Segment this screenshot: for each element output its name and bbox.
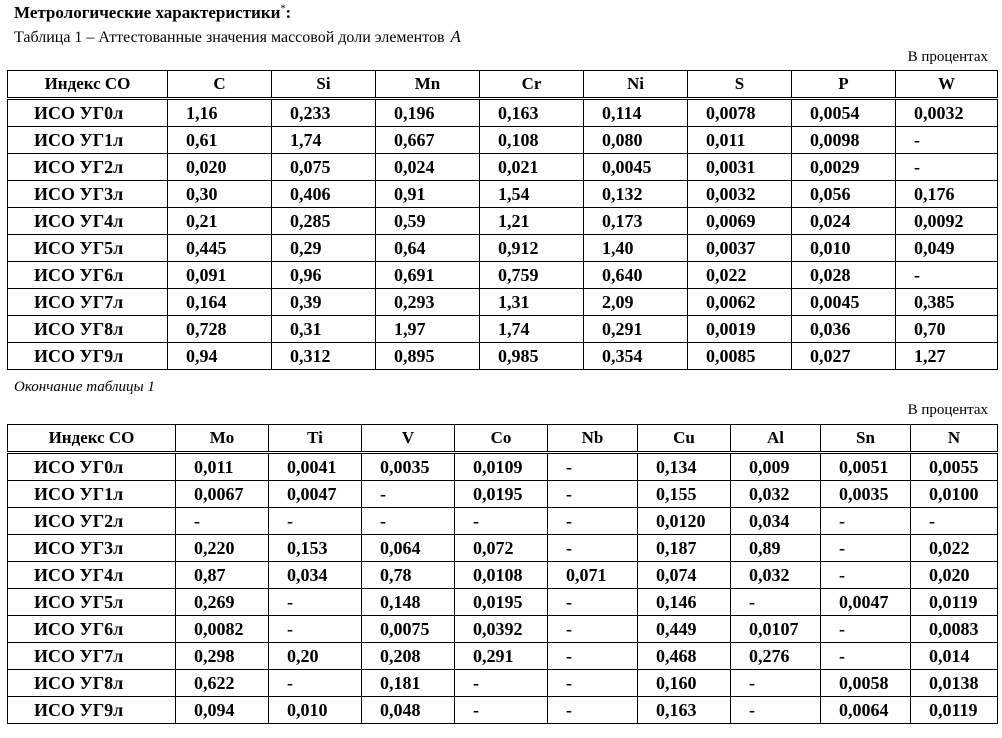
value-cell: 1,74 xyxy=(480,316,584,343)
sample-index-cell: ИСО УГ3л xyxy=(8,535,176,562)
value-cell: 0,728 xyxy=(168,316,272,343)
column-header-element: Cr xyxy=(480,71,584,99)
value-cell: 0,31 xyxy=(272,316,376,343)
value-cell: 0,468 xyxy=(638,643,731,670)
column-header-element: N xyxy=(911,425,998,453)
value-cell: 0,0032 xyxy=(688,181,792,208)
value-cell: 0,0031 xyxy=(688,154,792,181)
value-cell: 0,011 xyxy=(688,127,792,154)
value-cell: 0,176 xyxy=(896,181,998,208)
column-header-index: Индекс СО xyxy=(8,425,176,453)
value-cell: 0,691 xyxy=(376,262,480,289)
value-cell: 0,0035 xyxy=(821,481,911,508)
value-cell: 0,011 xyxy=(176,453,269,481)
value-cell: 0,146 xyxy=(638,589,731,616)
column-header-element: Mo xyxy=(176,425,269,453)
value-cell: 0,0119 xyxy=(911,589,998,616)
sample-index-cell: ИСО УГ1л xyxy=(8,481,176,508)
value-cell: 0,0062 xyxy=(688,289,792,316)
value-cell: - xyxy=(362,481,455,508)
sample-index-cell: ИСО УГ2л xyxy=(8,508,176,535)
value-cell: - xyxy=(548,670,638,697)
value-cell: 1,40 xyxy=(584,235,688,262)
value-cell: 0,640 xyxy=(584,262,688,289)
value-cell: - xyxy=(821,643,911,670)
value-cell: - xyxy=(731,670,821,697)
value-cell: - xyxy=(896,127,998,154)
table-row xyxy=(8,589,998,616)
table-row xyxy=(8,508,998,535)
value-cell: - xyxy=(731,589,821,616)
value-cell: 0,0392 xyxy=(455,616,548,643)
sample-index-cell: ИСО УГ8л xyxy=(8,316,168,343)
value-cell: 0,064 xyxy=(362,535,455,562)
value-cell: - xyxy=(455,697,548,724)
value-cell: - xyxy=(548,616,638,643)
column-header-element: Ni xyxy=(584,71,688,99)
value-cell: 0,0098 xyxy=(792,127,896,154)
value-cell: 0,0047 xyxy=(269,481,362,508)
value-cell: 0,021 xyxy=(480,154,584,181)
document-heading: Метрологические характеристики*: xyxy=(14,3,292,22)
value-cell: 0,075 xyxy=(272,154,376,181)
value-cell: 0,108 xyxy=(480,127,584,154)
value-cell: 0,759 xyxy=(480,262,584,289)
value-cell: 0,0051 xyxy=(821,453,911,481)
units-label-table-1: В процентах xyxy=(907,49,988,65)
value-cell: 0,034 xyxy=(269,562,362,589)
value-cell: - xyxy=(548,589,638,616)
value-cell: 0,21 xyxy=(168,208,272,235)
value-cell: 1,31 xyxy=(480,289,584,316)
table-row xyxy=(8,208,998,235)
value-cell: 0,70 xyxy=(896,316,998,343)
table-row xyxy=(8,99,998,127)
value-cell: 0,072 xyxy=(455,535,548,562)
value-cell: - xyxy=(269,616,362,643)
column-header-element: Al xyxy=(731,425,821,453)
value-cell: 0,181 xyxy=(362,670,455,697)
sample-index-cell: ИСО УГ6л xyxy=(8,616,176,643)
value-cell: - xyxy=(548,481,638,508)
table-row xyxy=(8,235,998,262)
value-cell: 0,094 xyxy=(176,697,269,724)
value-cell: - xyxy=(896,262,998,289)
value-cell: 0,78 xyxy=(362,562,455,589)
units-label-table-2: В процентах xyxy=(907,402,988,418)
value-cell: 0,0100 xyxy=(911,481,998,508)
value-cell: 0,298 xyxy=(176,643,269,670)
value-cell: 0,39 xyxy=(272,289,376,316)
sample-index-cell: ИСО УГ0л xyxy=(8,453,176,481)
value-cell: 0,0067 xyxy=(176,481,269,508)
value-cell: 0,30 xyxy=(168,181,272,208)
value-cell: 0,036 xyxy=(792,316,896,343)
value-cell: 0,622 xyxy=(176,670,269,697)
value-cell: 0,0054 xyxy=(792,99,896,127)
table-row xyxy=(8,127,998,154)
sample-index-cell: ИСО УГ0л xyxy=(8,99,168,127)
table-row xyxy=(8,316,998,343)
value-cell: 0,0108 xyxy=(455,562,548,589)
sample-index-cell: ИСО УГ9л xyxy=(8,697,176,724)
column-header-element: Cu xyxy=(638,425,731,453)
column-header-element: W xyxy=(896,71,998,99)
value-cell: 0,0029 xyxy=(792,154,896,181)
value-cell: 0,293 xyxy=(376,289,480,316)
value-cell: 0,912 xyxy=(480,235,584,262)
value-cell: 0,220 xyxy=(176,535,269,562)
value-cell: 0,049 xyxy=(896,235,998,262)
value-cell: 0,114 xyxy=(584,99,688,127)
caption-variable: A xyxy=(450,27,461,46)
value-cell: 0,024 xyxy=(376,154,480,181)
value-cell: 0,164 xyxy=(168,289,272,316)
value-cell: 0,160 xyxy=(638,670,731,697)
column-header-element: Si xyxy=(272,71,376,99)
value-cell: 0,0195 xyxy=(455,589,548,616)
value-cell: - xyxy=(548,697,638,724)
value-cell: 0,87 xyxy=(176,562,269,589)
mass-fraction-table-part-2 xyxy=(7,424,998,724)
value-cell: 0,985 xyxy=(480,343,584,370)
table-row xyxy=(8,289,998,316)
value-cell: 0,0037 xyxy=(688,235,792,262)
table-row xyxy=(8,154,998,181)
value-cell: 1,97 xyxy=(376,316,480,343)
value-cell: 0,056 xyxy=(792,181,896,208)
value-cell: 0,312 xyxy=(272,343,376,370)
value-cell: - xyxy=(269,508,362,535)
value-cell: 0,59 xyxy=(376,208,480,235)
value-cell: 0,009 xyxy=(731,453,821,481)
value-cell: 0,032 xyxy=(731,481,821,508)
value-cell: 0,449 xyxy=(638,616,731,643)
table-caption-text: Таблица 1 – Аттестованные значения массовой доли элементов xyxy=(14,29,445,46)
table-row xyxy=(8,262,998,289)
table-header-row xyxy=(8,71,998,99)
value-cell: 0,020 xyxy=(911,562,998,589)
sample-index-cell: ИСО УГ5л xyxy=(8,235,168,262)
value-cell: 0,134 xyxy=(638,453,731,481)
value-cell: 0,196 xyxy=(376,99,480,127)
value-cell: 0,024 xyxy=(792,208,896,235)
value-cell: 0,0107 xyxy=(731,616,821,643)
mass-fraction-table-part-1 xyxy=(7,70,998,370)
value-cell: 0,014 xyxy=(911,643,998,670)
value-cell: 0,0195 xyxy=(455,481,548,508)
value-cell: 0,94 xyxy=(168,343,272,370)
value-cell: 0,64 xyxy=(376,235,480,262)
table-row xyxy=(8,181,998,208)
value-cell: - xyxy=(911,508,998,535)
value-cell: 1,16 xyxy=(168,99,272,127)
value-cell: 0,20 xyxy=(269,643,362,670)
value-cell: 0,406 xyxy=(272,181,376,208)
value-cell: 0,0055 xyxy=(911,453,998,481)
value-cell: 0,048 xyxy=(362,697,455,724)
value-cell: 0,163 xyxy=(638,697,731,724)
value-cell: 0,29 xyxy=(272,235,376,262)
column-header-element: Co xyxy=(455,425,548,453)
value-cell: 0,0092 xyxy=(896,208,998,235)
value-cell: - xyxy=(176,508,269,535)
value-cell: 0,071 xyxy=(548,562,638,589)
table-header-row xyxy=(8,425,998,453)
sample-index-cell: ИСО УГ9л xyxy=(8,343,168,370)
value-cell: 0,233 xyxy=(272,99,376,127)
column-header-element: Sn xyxy=(821,425,911,453)
footnote-mark: * xyxy=(280,3,286,15)
value-cell: 0,208 xyxy=(362,643,455,670)
value-cell: 0,895 xyxy=(376,343,480,370)
table-row xyxy=(8,562,998,589)
column-header-element: Nb xyxy=(548,425,638,453)
value-cell: - xyxy=(731,697,821,724)
value-cell: 1,54 xyxy=(480,181,584,208)
sample-index-cell: ИСО УГ6л xyxy=(8,262,168,289)
value-cell: 0,163 xyxy=(480,99,584,127)
value-cell: 0,020 xyxy=(168,154,272,181)
column-header-element: V xyxy=(362,425,455,453)
table-row xyxy=(8,697,998,724)
value-cell: 0,0058 xyxy=(821,670,911,697)
value-cell: 0,0109 xyxy=(455,453,548,481)
value-cell: 0,0064 xyxy=(821,697,911,724)
value-cell: 0,445 xyxy=(168,235,272,262)
continuation-note: Окончание таблицы 1 xyxy=(14,379,155,395)
sample-index-cell: ИСО УГ7л xyxy=(8,643,176,670)
value-cell: 0,89 xyxy=(731,535,821,562)
value-cell: 1,74 xyxy=(272,127,376,154)
value-cell: 0,0075 xyxy=(362,616,455,643)
value-cell: 0,187 xyxy=(638,535,731,562)
sample-index-cell: ИСО УГ7л xyxy=(8,289,168,316)
value-cell: - xyxy=(548,453,638,481)
value-cell: - xyxy=(821,535,911,562)
value-cell: 0,61 xyxy=(168,127,272,154)
value-cell: 0,080 xyxy=(584,127,688,154)
column-header-element: C xyxy=(168,71,272,99)
value-cell: 0,0032 xyxy=(896,99,998,127)
table-row xyxy=(8,616,998,643)
value-cell: 0,010 xyxy=(792,235,896,262)
column-header-element: Mn xyxy=(376,71,480,99)
value-cell: 0,0083 xyxy=(911,616,998,643)
heading-text: Метрологические характеристики xyxy=(14,3,281,22)
value-cell: 0,0041 xyxy=(269,453,362,481)
value-cell: 0,153 xyxy=(269,535,362,562)
value-cell: 0,291 xyxy=(455,643,548,670)
value-cell: - xyxy=(548,508,638,535)
value-cell: 0,0119 xyxy=(911,697,998,724)
value-cell: - xyxy=(362,508,455,535)
table-row xyxy=(8,643,998,670)
value-cell: 1,27 xyxy=(896,343,998,370)
sample-index-cell: ИСО УГ8л xyxy=(8,670,176,697)
value-cell: - xyxy=(548,535,638,562)
value-cell: 0,0085 xyxy=(688,343,792,370)
value-cell: 0,022 xyxy=(911,535,998,562)
value-cell: 0,667 xyxy=(376,127,480,154)
column-header-element: S xyxy=(688,71,792,99)
sample-index-cell: ИСО УГ1л xyxy=(8,127,168,154)
value-cell: - xyxy=(896,154,998,181)
table-row xyxy=(8,453,998,481)
value-cell: 0,091 xyxy=(168,262,272,289)
sample-index-cell: ИСО УГ2л xyxy=(8,154,168,181)
table-row xyxy=(8,343,998,370)
value-cell: 0,276 xyxy=(731,643,821,670)
column-header-element: P xyxy=(792,71,896,99)
value-cell: 0,022 xyxy=(688,262,792,289)
value-cell: 0,0138 xyxy=(911,670,998,697)
value-cell: 0,148 xyxy=(362,589,455,616)
value-cell: 0,291 xyxy=(584,316,688,343)
value-cell: - xyxy=(455,508,548,535)
column-header-index: Индекс СО xyxy=(8,71,168,99)
column-header-element: Ti xyxy=(269,425,362,453)
value-cell: 0,132 xyxy=(584,181,688,208)
value-cell: 0,0120 xyxy=(638,508,731,535)
table-caption xyxy=(14,27,461,47)
value-cell: 0,285 xyxy=(272,208,376,235)
table-row xyxy=(8,535,998,562)
table-row xyxy=(8,670,998,697)
sample-index-cell: ИСО УГ4л xyxy=(8,562,176,589)
value-cell: - xyxy=(821,508,911,535)
table-row xyxy=(8,481,998,508)
value-cell: - xyxy=(455,670,548,697)
value-cell: 0,032 xyxy=(731,562,821,589)
value-cell: 0,0078 xyxy=(688,99,792,127)
value-cell: 0,034 xyxy=(731,508,821,535)
value-cell: 0,0035 xyxy=(362,453,455,481)
value-cell: 0,91 xyxy=(376,181,480,208)
value-cell: 2,09 xyxy=(584,289,688,316)
value-cell: - xyxy=(548,643,638,670)
value-cell: - xyxy=(821,616,911,643)
value-cell: 0,028 xyxy=(792,262,896,289)
value-cell: 0,354 xyxy=(584,343,688,370)
value-cell: 0,0069 xyxy=(688,208,792,235)
sample-index-cell: ИСО УГ4л xyxy=(8,208,168,235)
value-cell: 0,0047 xyxy=(821,589,911,616)
value-cell: 0,96 xyxy=(272,262,376,289)
value-cell: 0,0045 xyxy=(584,154,688,181)
value-cell: 0,269 xyxy=(176,589,269,616)
value-cell: 1,21 xyxy=(480,208,584,235)
value-cell: 0,385 xyxy=(896,289,998,316)
value-cell: 0,074 xyxy=(638,562,731,589)
value-cell: - xyxy=(269,670,362,697)
value-cell: 0,0082 xyxy=(176,616,269,643)
value-cell: 0,010 xyxy=(269,697,362,724)
value-cell: - xyxy=(269,589,362,616)
value-cell: 0,027 xyxy=(792,343,896,370)
value-cell: 0,0045 xyxy=(792,289,896,316)
value-cell: - xyxy=(821,562,911,589)
sample-index-cell: ИСО УГ3л xyxy=(8,181,168,208)
value-cell: 0,0019 xyxy=(688,316,792,343)
value-cell: 0,173 xyxy=(584,208,688,235)
sample-index-cell: ИСО УГ5л xyxy=(8,589,176,616)
value-cell: 0,155 xyxy=(638,481,731,508)
